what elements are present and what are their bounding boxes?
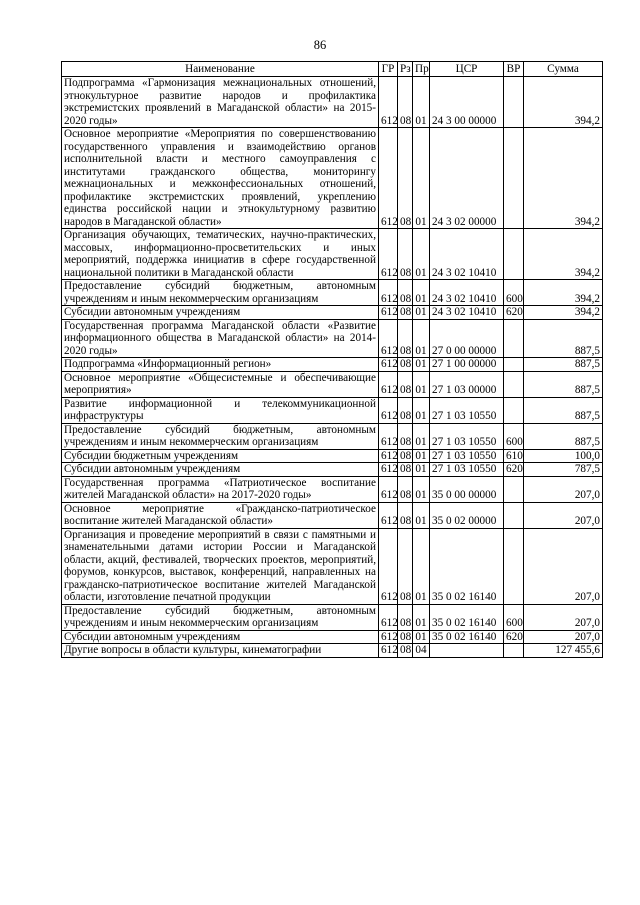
row-gr: 612	[379, 449, 398, 463]
row-sum: 207,0	[524, 528, 603, 604]
row-csr	[430, 644, 504, 658]
row-rz: 08	[398, 476, 413, 502]
row-gr: 612	[379, 306, 398, 320]
row-rz: 08	[398, 229, 413, 280]
row-gr: 612	[379, 358, 398, 372]
header-csr: ЦСР	[430, 62, 504, 77]
row-sum: 394,2	[524, 306, 603, 320]
row-pr: 01	[413, 229, 430, 280]
table-row	[62, 371, 603, 397]
row-gr: 612	[379, 371, 398, 397]
row-vr: 600	[504, 604, 524, 630]
row-rz: 08	[398, 604, 413, 630]
row-vr: 620	[504, 306, 524, 320]
row-pr: 01	[413, 358, 430, 372]
row-name: Государственная программа «Патриотическое воспитание жителей Магаданской области» на 2017-2020 годы»	[62, 476, 379, 502]
row-sum: 887,5	[524, 423, 603, 449]
row-vr	[504, 128, 524, 229]
row-vr	[504, 502, 524, 528]
header-sum: Сумма	[524, 62, 603, 77]
row-name: Другие вопросы в области культуры, кинематографии	[62, 644, 379, 658]
row-sum: 207,0	[524, 630, 603, 644]
row-pr: 01	[413, 502, 430, 528]
row-rz: 08	[398, 77, 413, 128]
row-pr: 04	[413, 644, 430, 658]
row-name: Субсидии автономным учреждениям	[62, 306, 379, 320]
row-name: Развитие информационной и телекоммуникационной инфраструктуры	[62, 397, 379, 423]
row-pr: 01	[413, 280, 430, 306]
row-rz: 08	[398, 306, 413, 320]
row-name: Государственная программа Магаданской области «Развитие информационного общества в Магаданской области» на 2014-2020 годы»	[62, 319, 379, 358]
row-pr: 01	[413, 604, 430, 630]
row-pr: 01	[413, 449, 430, 463]
row-pr: 01	[413, 319, 430, 358]
header-rz: Рз	[398, 62, 413, 77]
row-name: Предоставление субсидий бюджетным, автономным учреждениям и иным некоммерческим организациям	[62, 604, 379, 630]
row-csr: 24 3 02 10410	[430, 306, 504, 320]
row-rz: 08	[398, 463, 413, 477]
header-vr: ВР	[504, 62, 524, 77]
row-gr: 612	[379, 319, 398, 358]
row-vr	[504, 644, 524, 658]
row-gr: 612	[379, 644, 398, 658]
row-name: Предоставление субсидий бюджетным, автономным учреждениям и иным некоммерческим организациям	[62, 280, 379, 306]
table-row	[62, 306, 603, 320]
row-sum: 207,0	[524, 502, 603, 528]
row-sum: 100,0	[524, 449, 603, 463]
row-vr: 620	[504, 630, 524, 644]
table-row	[62, 77, 603, 128]
table-row	[62, 528, 603, 604]
row-name: Организация и проведение мероприятий в связи с памятными и знаменательными датами истории России и Магаданской области, акций, фестивалей, творческих проектов, мероприятий, форумов, конкурсов, выставок, конференций, направленных на гражданско-патриотическое воспитание жителей Магаданской области, изготовление печатной продукции	[62, 528, 379, 604]
row-name: Подпрограмма «Гармонизация межнациональных отношений, этнокультурное развитие народов и профилактика экстремистских проявлений в Магаданской области» на 2015-2020 годы»	[62, 77, 379, 128]
row-vr: 610	[504, 449, 524, 463]
row-sum: 887,5	[524, 358, 603, 372]
row-csr: 27 1 03 10550	[430, 423, 504, 449]
row-rz: 08	[398, 128, 413, 229]
row-gr: 612	[379, 604, 398, 630]
table-row	[62, 463, 603, 477]
table-row	[62, 630, 603, 644]
row-name: Субсидии автономным учреждениям	[62, 463, 379, 477]
row-sum: 887,5	[524, 397, 603, 423]
row-rz: 08	[398, 630, 413, 644]
row-vr	[504, 397, 524, 423]
row-gr: 612	[379, 463, 398, 477]
row-gr: 612	[379, 77, 398, 128]
row-pr: 01	[413, 306, 430, 320]
row-pr: 01	[413, 128, 430, 229]
row-gr: 612	[379, 423, 398, 449]
row-name: Субсидии автономным учреждениям	[62, 630, 379, 644]
row-sum: 887,5	[524, 319, 603, 358]
row-vr	[504, 358, 524, 372]
row-gr: 612	[379, 528, 398, 604]
table-row	[62, 128, 603, 229]
row-gr: 612	[379, 502, 398, 528]
table-row	[62, 229, 603, 280]
row-sum: 787,5	[524, 463, 603, 477]
table-row	[62, 476, 603, 502]
row-pr: 01	[413, 476, 430, 502]
row-rz: 08	[398, 371, 413, 397]
row-rz: 08	[398, 644, 413, 658]
row-csr: 27 1 03 10550	[430, 397, 504, 423]
row-gr: 612	[379, 280, 398, 306]
table-row	[62, 397, 603, 423]
row-csr: 35 0 02 16140	[430, 630, 504, 644]
row-sum: 394,2	[524, 77, 603, 128]
row-name: Основное мероприятие «Мероприятия по совершенствованию государственного управления и взаимодействию органов исполнительной власти и местного самоуправления с институтами гражданского общества, мониторингу межнациональных и межконфессиональных отношений, профилактике экстремистских проявлений, укреплению единства российской нации и этнокультурному развитию народов в Магаданской области»	[62, 128, 379, 229]
row-rz: 08	[398, 280, 413, 306]
row-vr: 620	[504, 463, 524, 477]
table-header-row	[62, 62, 603, 77]
row-vr	[504, 528, 524, 604]
row-vr	[504, 371, 524, 397]
table-row	[62, 358, 603, 372]
table-row	[62, 280, 603, 306]
row-sum: 394,2	[524, 128, 603, 229]
table-row	[62, 604, 603, 630]
row-pr: 01	[413, 630, 430, 644]
row-csr: 35 0 00 00000	[430, 476, 504, 502]
row-rz: 08	[398, 528, 413, 604]
row-gr: 612	[379, 397, 398, 423]
budget-table	[61, 61, 603, 658]
row-gr: 612	[379, 476, 398, 502]
row-rz: 08	[398, 319, 413, 358]
table-row	[62, 423, 603, 449]
row-rz: 08	[398, 397, 413, 423]
row-pr: 01	[413, 397, 430, 423]
row-rz: 08	[398, 449, 413, 463]
row-sum: 127 455,6	[524, 644, 603, 658]
row-pr: 01	[413, 463, 430, 477]
row-csr: 27 1 00 00000	[430, 358, 504, 372]
header-gr: ГР	[379, 62, 398, 77]
row-sum: 207,0	[524, 604, 603, 630]
row-sum: 887,5	[524, 371, 603, 397]
row-vr: 600	[504, 280, 524, 306]
row-vr	[504, 77, 524, 128]
row-gr: 612	[379, 229, 398, 280]
row-name: Основное мероприятие «Общесистемные и обеспечивающие мероприятия»	[62, 371, 379, 397]
table-row	[62, 502, 603, 528]
row-sum: 207,0	[524, 476, 603, 502]
row-csr: 27 0 00 00000	[430, 319, 504, 358]
row-name: Основное мероприятие «Гражданско-патриотическое воспитание жителей Магаданской области»	[62, 502, 379, 528]
row-rz: 08	[398, 502, 413, 528]
row-pr: 01	[413, 77, 430, 128]
row-csr: 35 0 02 16140	[430, 604, 504, 630]
row-sum: 394,2	[524, 229, 603, 280]
row-pr: 01	[413, 371, 430, 397]
row-csr: 24 3 02 10410	[430, 229, 504, 280]
row-csr: 24 3 00 00000	[430, 77, 504, 128]
row-csr: 27 1 03 00000	[430, 371, 504, 397]
header-pr: Пр	[413, 62, 430, 77]
row-csr: 27 1 03 10550	[430, 449, 504, 463]
row-name: Субсидии бюджетным учреждениям	[62, 449, 379, 463]
table-row	[62, 644, 603, 658]
header-name: Наименование	[62, 62, 379, 77]
row-rz: 08	[398, 358, 413, 372]
row-csr: 24 3 02 10410	[430, 280, 504, 306]
row-sum: 394,2	[524, 280, 603, 306]
table-row	[62, 449, 603, 463]
row-csr: 35 0 02 00000	[430, 502, 504, 528]
row-gr: 612	[379, 128, 398, 229]
row-name: Подпрограмма «Информационный регион»	[62, 358, 379, 372]
row-vr	[504, 319, 524, 358]
row-csr: 35 0 02 16140	[430, 528, 504, 604]
row-csr: 27 1 03 10550	[430, 463, 504, 477]
row-rz: 08	[398, 423, 413, 449]
row-vr: 600	[504, 423, 524, 449]
row-name: Предоставление субсидий бюджетным, автономным учреждениям и иным некоммерческим организациям	[62, 423, 379, 449]
table-row	[62, 319, 603, 358]
row-vr	[504, 476, 524, 502]
row-vr	[504, 229, 524, 280]
row-name: Организация обучающих, тематических, научно-практических, массовых, информационно-просветительских и иных мероприятий, поддержка инициатив в сфере государственной национальной политики в Магаданской области	[62, 229, 379, 280]
row-csr: 24 3 02 00000	[430, 128, 504, 229]
row-pr: 01	[413, 423, 430, 449]
row-pr: 01	[413, 528, 430, 604]
row-gr: 612	[379, 630, 398, 644]
page-number: 86	[313, 38, 327, 52]
